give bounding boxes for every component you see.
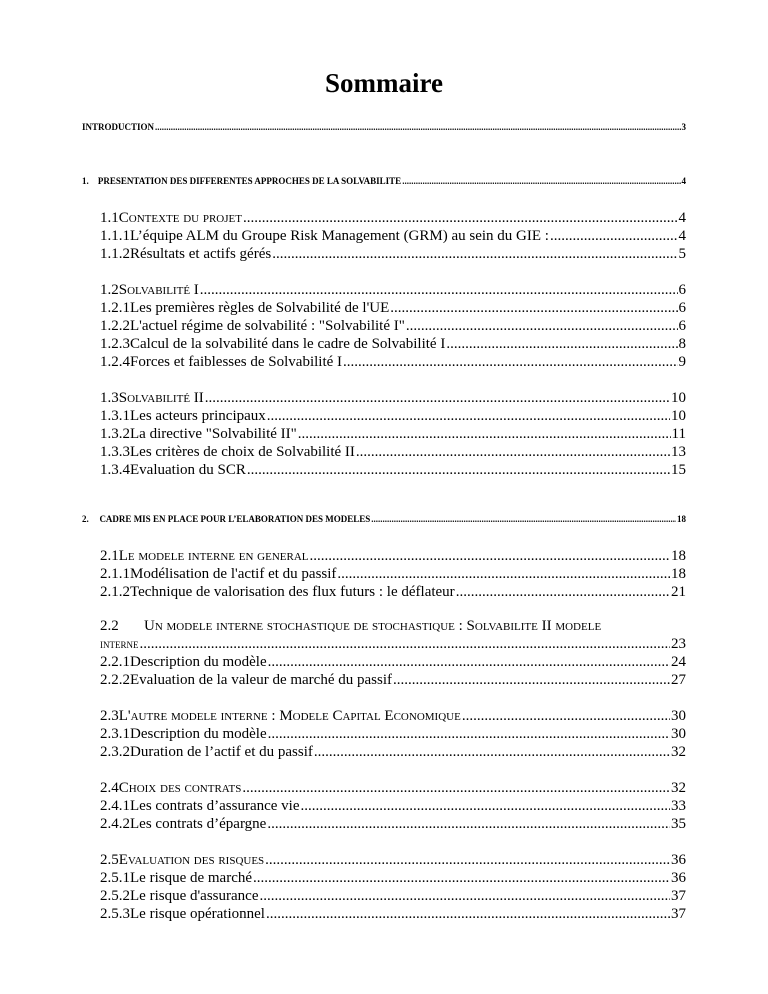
toc-entry-1-1-1[interactable] <box>100 228 686 245</box>
toc-entry-page: 37 <box>671 888 686 904</box>
toc-entry-page: 6 <box>678 282 686 298</box>
toc-entry-page: 15 <box>671 462 686 478</box>
toc-entry-label: Contexte du projet <box>118 210 242 226</box>
toc-entry-1-1-2[interactable] <box>100 246 686 263</box>
toc-entry-number: 2.1.1 <box>100 566 130 582</box>
toc-entry-page: 21 <box>671 584 686 600</box>
toc-entry-number: 2.4.1 <box>100 798 130 814</box>
toc-entry-2-4[interactable] <box>100 780 686 797</box>
toc-entry-page: 13 <box>671 444 686 460</box>
toc-entry-page: 27 <box>671 672 686 688</box>
toc-entry-part-2[interactable] <box>82 514 686 524</box>
toc-entry-label: L’équipe ALM du Groupe Risk Management (GRM) au sein du GIE : <box>130 228 549 244</box>
toc-entry-number: 2. <box>82 514 89 524</box>
toc-entry-page: 8 <box>678 336 686 352</box>
toc-entry-page: 11 <box>671 426 686 442</box>
toc-entry-label: INTRODUCTION <box>82 122 155 132</box>
toc-entry-number: 2.2 <box>100 618 119 634</box>
toc-entry-page: 6 <box>678 318 686 334</box>
toc-entry-label: Solvabilité II <box>118 390 204 406</box>
toc-entry-page: 33 <box>671 798 686 814</box>
toc-entry-number: 2.5.2 <box>100 888 130 904</box>
toc-entry-page: 4 <box>678 210 686 226</box>
toc-entry-1-2-2[interactable] <box>100 318 686 335</box>
toc-entry-label: Résultats et actifs gérés <box>130 246 272 262</box>
toc-entry-2-5-2[interactable] <box>100 888 686 905</box>
toc-entry-1-3-4[interactable] <box>100 462 686 479</box>
toc-entry-1-1[interactable] <box>100 210 686 227</box>
toc-entry-page: 4 <box>681 176 686 186</box>
toc-entry-number: 1. <box>82 176 89 186</box>
toc-entry-label: Modélisation de l'actif et du passif <box>130 566 337 582</box>
toc-entry-label: La directive "Solvabilité II" <box>130 426 297 442</box>
toc-entry-label: CADRE MIS EN PLACE POUR L’ELABORATION DES MODELES <box>99 514 371 524</box>
toc-entry-page: 36 <box>671 870 686 886</box>
toc-entry-page: 4 <box>678 228 686 244</box>
toc-entry-2-4-2[interactable] <box>100 816 686 833</box>
toc-entry-2-1[interactable] <box>100 548 686 565</box>
toc-entry-label: Description du modèle <box>130 654 267 670</box>
toc-entry-label: Evaluation de la valeur de marché du passif <box>130 672 392 688</box>
toc-entry-page: 18 <box>671 548 686 564</box>
toc-entry-label: Solvabilité I <box>118 282 199 298</box>
toc-entry-2-5-1[interactable] <box>100 870 686 887</box>
toc-entry-page: 3 <box>681 122 686 132</box>
toc-entry-number: 1.1.2 <box>100 246 130 262</box>
toc-entry-2-2-continued[interactable] <box>100 636 686 653</box>
toc-entry-part-1[interactable] <box>82 176 686 186</box>
toc-entry-label: Le risque opérationnel <box>130 906 265 922</box>
toc-entry-2-1-2[interactable] <box>100 584 686 601</box>
toc-entry-page: 5 <box>678 246 686 262</box>
toc-entry-1-3[interactable] <box>100 390 686 407</box>
toc-entry-page: 18 <box>677 514 686 524</box>
toc-entry-2-5-3[interactable] <box>100 906 686 923</box>
toc-entry-2-3-1[interactable] <box>100 726 686 743</box>
toc-entry-2-5[interactable] <box>100 852 686 869</box>
toc-entry-label: Les critères de choix de Solvabilité II <box>130 444 355 460</box>
toc-entry-label: Description du modèle <box>130 726 267 742</box>
toc-entry-number: 1.3.3 <box>100 444 130 460</box>
toc-entry-page: 24 <box>671 654 686 670</box>
toc-entry-label: Le risque de marché <box>130 870 253 886</box>
toc-entry-2-3-2[interactable] <box>100 744 686 761</box>
toc-entry-number: 2.1 <box>100 548 119 564</box>
toc-entry-page: 18 <box>671 566 686 582</box>
toc-entry-number: 1.2.3 <box>100 336 130 352</box>
toc-entry-label: L'autre modele interne : Modele Capital Economique <box>118 708 461 724</box>
toc-entry-page: 32 <box>671 780 686 796</box>
toc-entry-label: Les premières règles de Solvabilité de l'UE <box>130 300 390 316</box>
toc-entry-label: Forces et faiblesses de Solvabilité I <box>130 354 343 370</box>
toc-entry-1-3-2[interactable] <box>100 426 686 443</box>
toc-entry-1-2[interactable] <box>100 282 686 299</box>
toc-entry-label: Le modele interne en general <box>118 548 309 564</box>
toc-entry-1-2-3[interactable] <box>100 336 686 353</box>
toc-entry-number: 2.3.2 <box>100 744 130 760</box>
toc-entry-number: 1.1.1 <box>100 228 130 244</box>
toc-entry-label: Un modele interne stochastique de stochastique : Solvabilite II modele <box>144 618 602 634</box>
toc-entry-number: 1.2.2 <box>100 318 130 334</box>
toc-entry-label: Duration de l’actif et du passif <box>130 744 313 760</box>
toc-entry-number: 2.1.2 <box>100 584 130 600</box>
toc-entry-page: 35 <box>671 816 686 832</box>
toc-entry-page: 36 <box>671 852 686 868</box>
toc-entry-number: 2.5.1 <box>100 870 130 886</box>
toc-entry-number: 1.3.4 <box>100 462 130 478</box>
toc-entry-number: 1.3 <box>100 390 119 406</box>
toc-entry-label: Choix des contrats <box>118 780 242 796</box>
toc-entry-number: 1.1 <box>100 210 119 226</box>
toc-entry-label: Le risque d'assurance <box>130 888 259 904</box>
toc-entry-number: 2.2.1 <box>100 654 130 670</box>
toc-entry-page: 10 <box>671 408 686 424</box>
toc-entry-page: 30 <box>671 708 686 724</box>
toc-entry-2-3[interactable] <box>100 708 686 725</box>
toc-entry-label: Calcul de la solvabilité dans le cadre de Solvabilité I <box>130 336 446 352</box>
toc-entry-label: Les acteurs principaux <box>130 408 266 424</box>
toc-entry-number: 2.3.1 <box>100 726 130 742</box>
toc-entry-number: 1.3.2 <box>100 426 130 442</box>
toc-entry-number: 2.4.2 <box>100 816 130 832</box>
toc-entry-number: 2.4 <box>100 780 119 796</box>
toc-entry-number: 1.2 <box>100 282 119 298</box>
toc-entry-introduction[interactable] <box>82 122 686 132</box>
toc-entry-label: Evaluation des risques <box>118 852 265 868</box>
toc-entry-label: PRESENTATION DES DIFFERENTES APPROCHES DE LA SOLVABILITE <box>97 176 402 186</box>
toc-entry-page: 10 <box>671 390 686 406</box>
toc-entry-label: interne <box>100 636 139 651</box>
toc-entry-number: 1.3.1 <box>100 408 130 424</box>
toc-entry-1-3-1[interactable] <box>100 408 686 425</box>
toc-entry-number: 1.2.4 <box>100 354 130 370</box>
toc-entry-1-2-1[interactable] <box>100 300 686 317</box>
toc-entry-label: L'actuel régime de solvabilité : "Solvabilité I" <box>130 318 405 334</box>
toc-entry-page: 37 <box>671 906 686 922</box>
toc-entry-1-3-3[interactable] <box>100 444 686 461</box>
toc-entry-number: 2.3 <box>100 708 119 724</box>
toc-entry-page: 6 <box>678 300 686 316</box>
toc-entry-label: Les contrats d’assurance vie <box>130 798 300 814</box>
toc-entry-label: Technique de valorisation des flux futurs : le déflateur <box>130 584 455 600</box>
toc-entry-number: 2.2.2 <box>100 672 130 688</box>
toc-entry-number: 2.5 <box>100 852 119 868</box>
toc-entry-2-2-1[interactable] <box>100 654 686 671</box>
toc-entry-page: 23 <box>671 636 686 652</box>
page-title: Sommaire <box>325 68 443 98</box>
toc-entry-2-2-2[interactable] <box>100 672 686 689</box>
toc-entry-number: 2.5.3 <box>100 906 130 922</box>
toc-entry-2-1-1[interactable] <box>100 566 686 583</box>
toc-entry-2-2[interactable] <box>100 618 686 635</box>
toc-entry-label: Evaluation du SCR <box>130 462 246 478</box>
toc-entry-label: Les contrats d’épargne <box>130 816 267 832</box>
toc-entry-page: 9 <box>678 354 686 370</box>
toc-entry-number: 1.2.1 <box>100 300 130 316</box>
toc-entry-1-2-4[interactable] <box>100 354 686 371</box>
toc-entry-page: 30 <box>671 726 686 742</box>
toc-entry-2-4-1[interactable] <box>100 798 686 815</box>
toc-entry-page: 32 <box>671 744 686 760</box>
